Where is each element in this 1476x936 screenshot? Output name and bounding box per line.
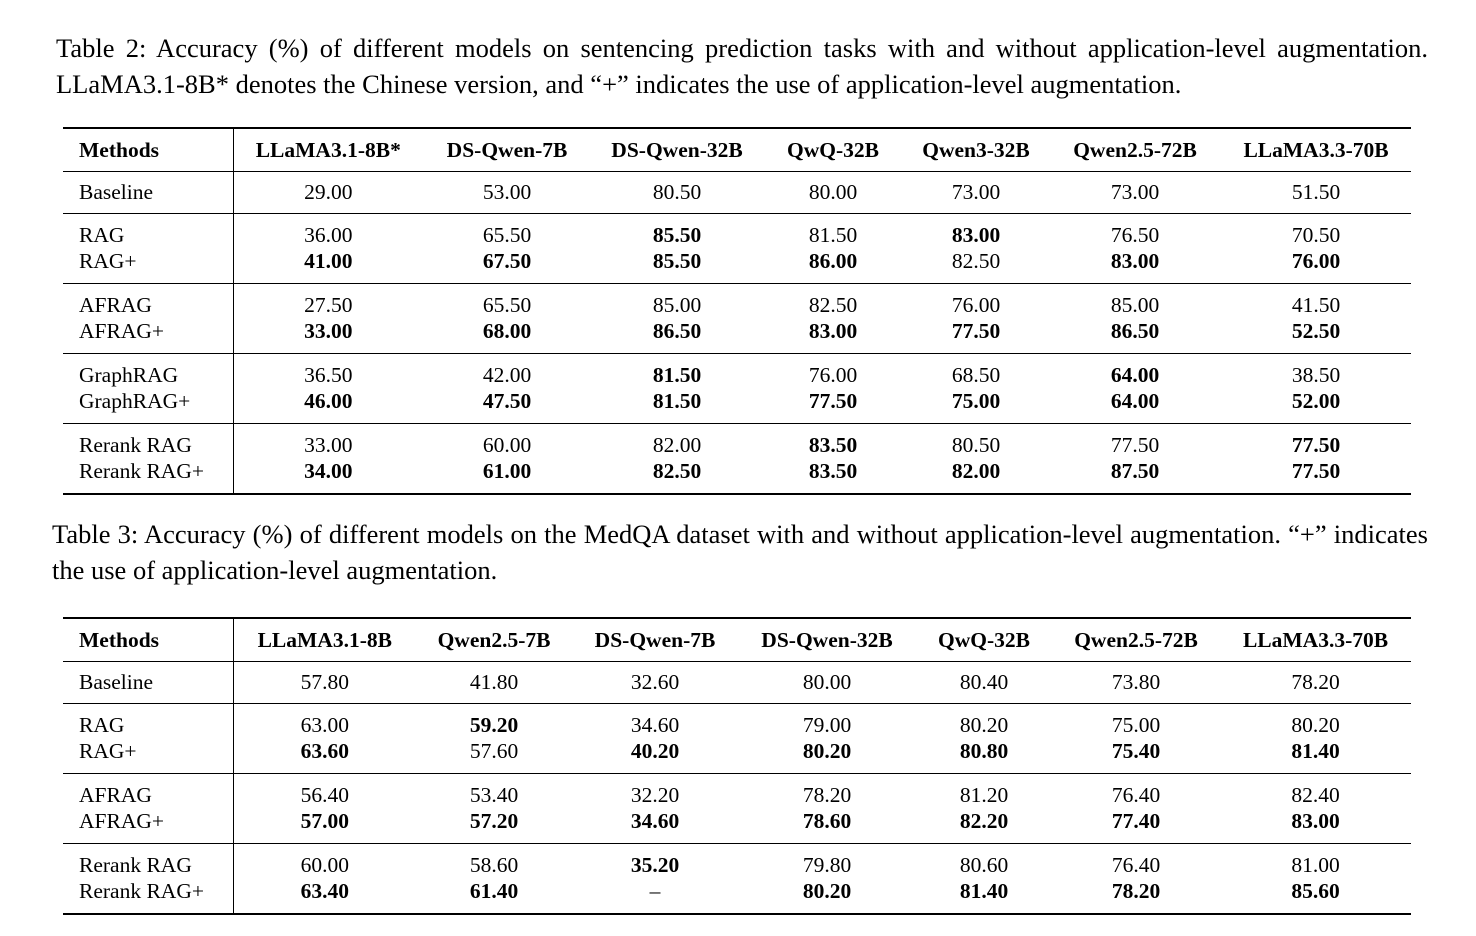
method-group — [63, 214, 1411, 284]
table-3-caption: Table 3: Accuracy (%) of different models on the MedQA dataset with and without application-level augmentation. “+” indicates the use of application-level augmentation. — [52, 519, 1428, 585]
accuracy-cell: 33.00 — [304, 432, 353, 457]
method-name: AFRAG — [63, 774, 233, 809]
method-group — [63, 354, 1411, 424]
accuracy-cell: 83.00 — [951, 222, 1001, 247]
method-name: RAG — [63, 704, 233, 739]
table-row — [63, 662, 1411, 704]
method-name: Baseline — [63, 172, 233, 214]
accuracy-cell: 85.00 — [652, 292, 702, 317]
accuracy-cell: 80.00 — [808, 180, 858, 204]
accuracy-cell: 77.40 — [1111, 809, 1161, 834]
accuracy-cell: 80.60 — [959, 852, 1009, 877]
accuracy-cell: 80.00 — [802, 670, 852, 694]
accuracy-cell: 73.00 — [1110, 180, 1160, 204]
accuracy-cell: 82.00 — [652, 432, 702, 457]
method-group — [63, 844, 1411, 915]
accuracy-cell: 75.00 — [1111, 712, 1161, 737]
accuracy-cell: 86.50 — [1110, 319, 1160, 344]
table-2-caption: Table 2: Accuracy (%) of different models on sentencing prediction tasks with and without application-level augmentation. LLaMA3.1-8B* denotes the Chinese version, and “+” indicates the use of application-level augmentation. — [56, 33, 1428, 99]
accuracy-cell: 76.00 — [808, 362, 858, 387]
accuracy-cell: 70.50 — [1291, 222, 1341, 247]
accuracy-cell: 29.00 — [304, 180, 353, 204]
accuracy-cell: 65.50 — [482, 222, 532, 247]
accuracy-cell: 57.00 — [300, 809, 349, 834]
accuracy-cell: 82.20 — [959, 809, 1009, 834]
accuracy-cell: 59.20 — [469, 712, 519, 737]
table-row — [63, 704, 1411, 739]
table-row — [63, 879, 1411, 915]
accuracy-cell: 80.20 — [802, 739, 852, 764]
accuracy-cell: 86.50 — [652, 319, 702, 344]
accuracy-cell: 61.00 — [482, 459, 532, 484]
methods-column-header: Methods — [63, 618, 233, 662]
model-column-header: LLaMA3.3-70B — [1242, 627, 1389, 652]
model-column-header: Qwen3-32B — [922, 137, 1030, 162]
accuracy-cell: 47.50 — [482, 389, 532, 414]
accuracy-cell: 79.80 — [802, 852, 852, 877]
accuracy-cell: 77.50 — [951, 319, 1001, 344]
accuracy-cell: 85.00 — [1110, 292, 1160, 317]
accuracy-cell: 76.50 — [1110, 222, 1160, 247]
accuracy-cell: 83.50 — [808, 432, 858, 457]
accuracy-cell: 80.20 — [1291, 712, 1340, 737]
accuracy-cell: 33.00 — [304, 319, 353, 344]
accuracy-cell: 79.00 — [802, 712, 852, 737]
accuracy-cell: 32.60 — [630, 670, 680, 694]
accuracy-cell: 86.00 — [808, 249, 858, 274]
accuracy-cell: 82.40 — [1291, 782, 1340, 807]
header-row — [63, 618, 1411, 662]
accuracy-cell: 76.40 — [1111, 852, 1161, 877]
accuracy-cell: 82.50 — [652, 459, 702, 484]
accuracy-cell: 78.20 — [1111, 879, 1161, 904]
accuracy-cell: 80.20 — [802, 879, 852, 904]
accuracy-cell: 38.50 — [1291, 362, 1341, 387]
method-group — [63, 774, 1411, 844]
method-name: RAG+ — [63, 249, 233, 284]
accuracy-cell: 65.50 — [482, 292, 532, 317]
accuracy-cell: 78.20 — [802, 782, 852, 807]
method-name: Rerank RAG — [63, 424, 233, 459]
model-column-header: Qwen2.5-72B — [1074, 627, 1198, 652]
model-column-header: Qwen2.5-7B — [437, 627, 551, 652]
accuracy-cell: 73.80 — [1111, 670, 1161, 694]
accuracy-cell: 83.00 — [1291, 809, 1340, 834]
accuracy-cell: 58.60 — [469, 852, 519, 877]
accuracy-cell: 36.00 — [304, 222, 353, 247]
model-column-header: QwQ-32B — [787, 137, 879, 162]
accuracy-cell: 67.50 — [482, 249, 532, 274]
accuracy-cell: 27.50 — [304, 292, 353, 317]
table-3 — [63, 617, 1411, 915]
table-row — [63, 844, 1411, 879]
method-name: GraphRAG+ — [63, 389, 233, 424]
accuracy-cell: 53.00 — [482, 180, 532, 204]
accuracy-cell: 81.40 — [959, 879, 1009, 904]
accuracy-cell: 81.50 — [652, 362, 702, 387]
accuracy-cell: 85.50 — [652, 222, 702, 247]
accuracy-cell: 57.20 — [469, 809, 519, 834]
model-column-header: LLaMA3.1-8B* — [255, 137, 401, 162]
model-column-header: DS-Qwen-32B — [761, 627, 893, 652]
table-row — [63, 459, 1411, 495]
accuracy-cell: 57.60 — [469, 739, 519, 764]
model-column-header: LLaMA3.3-70B — [1243, 137, 1389, 162]
accuracy-cell: 77.50 — [1110, 432, 1160, 457]
accuracy-cell: 80.50 — [652, 180, 702, 204]
table-row — [63, 389, 1411, 424]
accuracy-cell: 78.60 — [802, 809, 852, 834]
accuracy-cell: 75.40 — [1111, 739, 1161, 764]
accuracy-cell: 83.00 — [808, 319, 858, 344]
method-name: AFRAG — [63, 284, 233, 319]
accuracy-cell: 80.40 — [959, 670, 1009, 694]
accuracy-cell: 82.50 — [951, 249, 1001, 274]
accuracy-cell: 77.50 — [1291, 432, 1341, 457]
accuracy-cell: 60.00 — [300, 852, 349, 877]
method-group — [63, 172, 1411, 214]
accuracy-cell: 76.40 — [1111, 782, 1161, 807]
table-2 — [63, 127, 1411, 495]
accuracy-cell: 52.50 — [1291, 319, 1341, 344]
accuracy-cell: 34.00 — [304, 459, 353, 484]
accuracy-cell: 81.20 — [959, 782, 1009, 807]
table-row — [63, 172, 1411, 214]
accuracy-cell: 64.00 — [1110, 362, 1160, 387]
accuracy-cell: 60.00 — [482, 432, 532, 457]
accuracy-cell: 81.50 — [808, 222, 858, 247]
accuracy-cell: 73.00 — [951, 180, 1001, 204]
methods-column-header: Methods — [63, 128, 233, 172]
accuracy-cell: 77.50 — [808, 389, 858, 414]
accuracy-cell: 80.80 — [959, 739, 1009, 764]
accuracy-cell: 53.40 — [469, 782, 519, 807]
accuracy-cell: 68.00 — [482, 319, 532, 344]
accuracy-cell: – — [649, 879, 661, 904]
accuracy-cell: 81.40 — [1291, 739, 1340, 764]
method-name: GraphRAG — [63, 354, 233, 389]
accuracy-cell: 78.20 — [1291, 670, 1340, 694]
accuracy-cell: 42.00 — [482, 362, 532, 387]
accuracy-cell: 81.00 — [1291, 852, 1340, 877]
table-row — [63, 284, 1411, 319]
method-group — [63, 662, 1411, 704]
accuracy-cell: 82.50 — [808, 292, 858, 317]
method-group — [63, 424, 1411, 495]
table-row — [63, 739, 1411, 774]
method-name: Rerank RAG+ — [63, 459, 233, 495]
model-column-header: DS-Qwen-7B — [446, 137, 568, 162]
accuracy-cell: 64.00 — [1110, 389, 1160, 414]
accuracy-cell: 40.20 — [630, 739, 680, 764]
accuracy-cell: 80.50 — [951, 432, 1001, 457]
model-column-header: QwQ-32B — [938, 627, 1030, 652]
model-column-header: Qwen2.5-72B — [1073, 137, 1197, 162]
accuracy-cell: 34.60 — [630, 809, 680, 834]
header-row — [63, 128, 1411, 172]
accuracy-cell: 83.50 — [808, 459, 858, 484]
method-group — [63, 704, 1411, 774]
accuracy-cell: 76.00 — [951, 292, 1001, 317]
accuracy-cell: 51.50 — [1291, 180, 1341, 204]
accuracy-cell: 35.20 — [630, 852, 680, 877]
accuracy-cell: 41.50 — [1291, 292, 1341, 317]
accuracy-cell: 81.50 — [652, 389, 702, 414]
table-row — [63, 214, 1411, 249]
accuracy-cell: 63.00 — [300, 712, 349, 737]
accuracy-cell: 61.40 — [469, 879, 519, 904]
model-column-header: LLaMA3.1-8B — [257, 627, 392, 652]
accuracy-cell: 41.80 — [469, 670, 519, 694]
method-name: Rerank RAG+ — [63, 879, 233, 915]
accuracy-cell: 83.00 — [1110, 249, 1160, 274]
table-row — [63, 774, 1411, 809]
model-column-header: DS-Qwen-32B — [611, 137, 743, 162]
table-row — [63, 354, 1411, 389]
accuracy-cell: 82.00 — [951, 459, 1001, 484]
method-name: RAG — [63, 214, 233, 249]
accuracy-cell: 85.60 — [1291, 879, 1340, 904]
accuracy-cell: 87.50 — [1110, 459, 1160, 484]
accuracy-cell: 77.50 — [1291, 459, 1341, 484]
method-name: Baseline — [63, 662, 233, 704]
accuracy-cell: 56.40 — [300, 782, 349, 807]
accuracy-cell: 34.60 — [630, 712, 680, 737]
method-name: Rerank RAG — [63, 844, 233, 879]
accuracy-cell: 52.00 — [1291, 389, 1341, 414]
accuracy-cell: 32.20 — [630, 782, 680, 807]
accuracy-cell: 76.00 — [1291, 249, 1341, 274]
accuracy-cell: 63.60 — [300, 739, 349, 764]
accuracy-cell: 36.50 — [304, 362, 353, 387]
method-name: RAG+ — [63, 739, 233, 774]
accuracy-cell: 41.00 — [304, 249, 353, 274]
accuracy-cell: 85.50 — [652, 249, 702, 274]
model-column-header: DS-Qwen-7B — [594, 627, 716, 652]
table-row — [63, 809, 1411, 844]
method-name: AFRAG+ — [63, 319, 233, 354]
accuracy-cell: 80.20 — [959, 712, 1009, 737]
table-row — [63, 319, 1411, 354]
accuracy-cell: 68.50 — [951, 362, 1001, 387]
method-name: AFRAG+ — [63, 809, 233, 844]
accuracy-cell: 46.00 — [304, 389, 353, 414]
accuracy-cell: 57.80 — [300, 670, 349, 694]
accuracy-cell: 63.40 — [300, 879, 349, 904]
table-row — [63, 249, 1411, 284]
method-group — [63, 284, 1411, 354]
table-row — [63, 424, 1411, 459]
accuracy-cell: 75.00 — [951, 389, 1001, 414]
